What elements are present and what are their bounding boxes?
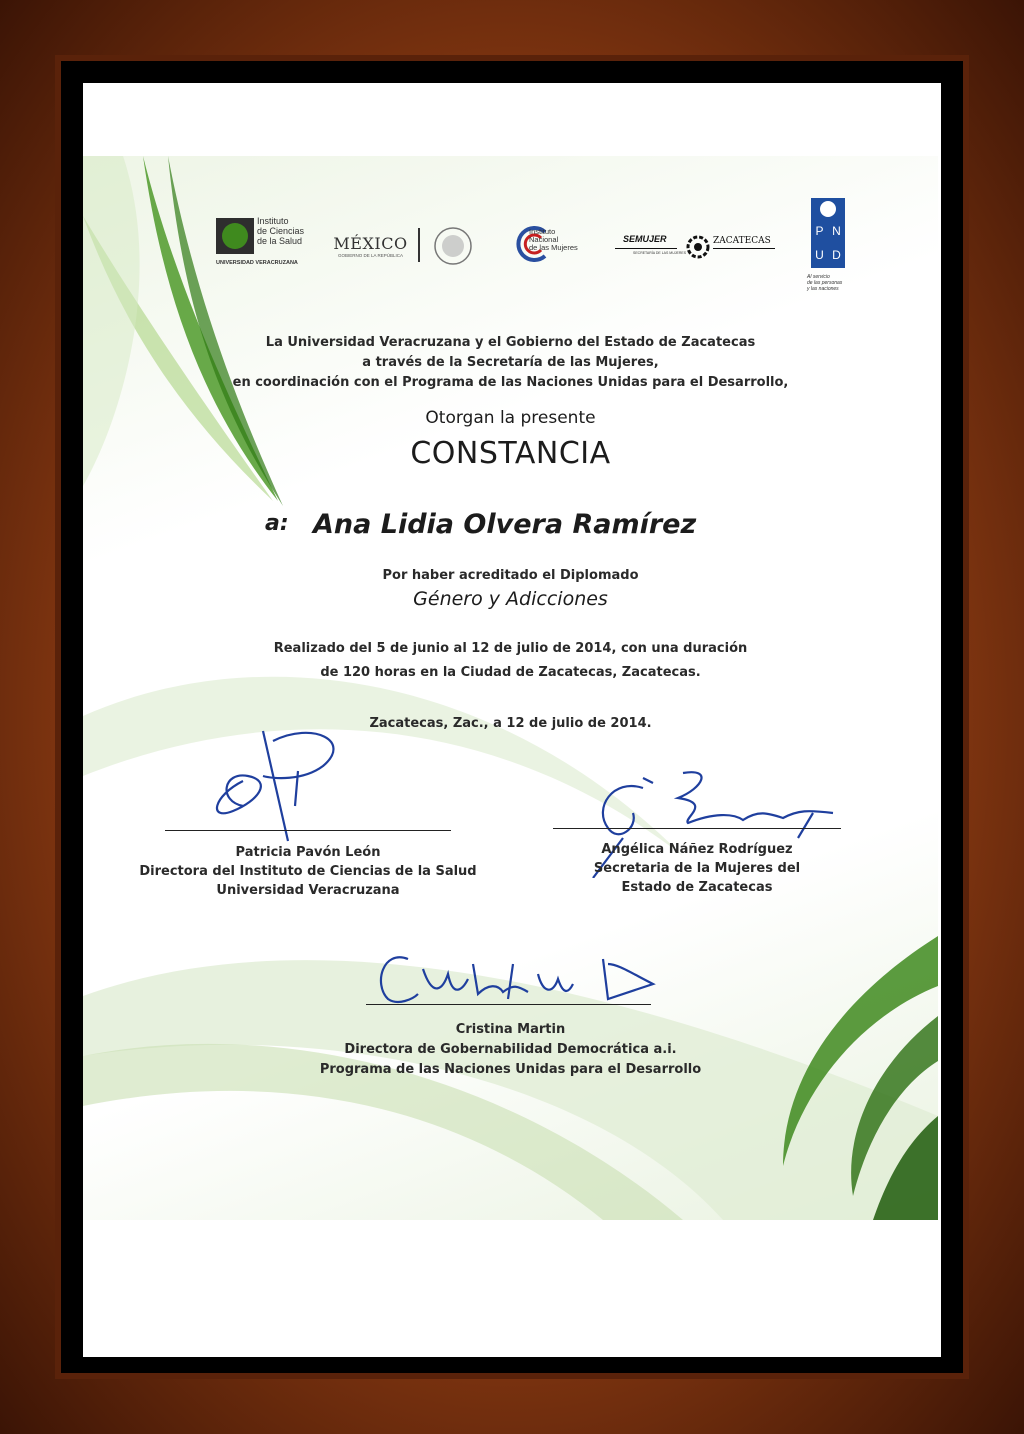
sig3-role2: Programa de las Naciones Unidas para el Desarrollo — [319, 1062, 702, 1077]
semujer-zacatecas-logo — [613, 228, 778, 264]
sig3-name: Cristina Martin — [455, 1022, 566, 1037]
pnud-u: U — [815, 248, 824, 262]
sig1-name: Patricia Pavón León — [235, 845, 381, 860]
inmujeres-line1: Instituto — [529, 227, 556, 236]
zacatecas-text: ZACATECAS — [713, 236, 771, 246]
reason-text: Por haber acreditado el Diplomado — [382, 568, 639, 583]
inmujeres-line3: de las Mujeres — [529, 243, 578, 252]
ics-line1: Instituto — [257, 216, 289, 226]
sig2-name: Angélica Náñez Rodríguez — [601, 842, 793, 857]
header-line-2: a través de la Secretaría de las Mujeres, — [362, 355, 659, 370]
mexico-logo — [333, 234, 408, 264]
pnud-tag1: Al servicio — [807, 274, 830, 280]
signature-line-2 — [553, 828, 841, 829]
course-name: Género y Adicciones — [413, 588, 608, 610]
mexico-seal-icon — [431, 226, 475, 266]
mexico-sub: GOBIERNO DE LA REPÚBLICA — [337, 253, 404, 258]
recipient-name: Ana Lidia Olvera Ramírez — [313, 509, 697, 540]
logo-divider — [418, 228, 420, 262]
signature-line-1 — [165, 830, 451, 831]
place-date: Zacatecas, Zac., a 12 de julio de 2014. — [369, 716, 652, 731]
ics-emblem-icon — [216, 218, 254, 254]
pnud-block — [811, 198, 845, 268]
pnud-d: D — [832, 248, 841, 262]
sig2-role2: Estado de Zacatecas — [621, 880, 773, 895]
pnud-n: N — [832, 224, 841, 238]
signature-patricia — [203, 721, 353, 861]
ics-line2: de Ciencias — [257, 226, 305, 236]
sig3-role1: Directora de Gobernabilidad Democrática a.i. — [344, 1042, 677, 1057]
details-line-1: Realizado del 5 de junio al 12 de julio de 2014, con una duración — [273, 641, 748, 656]
header-line-1: La Universidad Veracruzana y el Gobierno del Estado de Zacatecas — [265, 335, 756, 350]
sig2-role1: Secretaria de la Mujeres del — [593, 861, 801, 876]
semujer-text: SEMUJER — [623, 234, 667, 244]
pnud-tag2: de las personas — [807, 280, 843, 286]
certificate — [83, 156, 938, 1220]
signature-line-3 — [366, 1004, 651, 1005]
pnud-logo — [807, 198, 851, 304]
grant-text: Otorgan la presente — [425, 408, 596, 428]
semujer-sub: SECRETARÍA DE LAS MUJERES — [633, 251, 687, 255]
pnud-p: P — [815, 224, 824, 238]
details-line-2: de 120 horas en la Ciudad de Zacatecas, Zacatecas. — [320, 665, 701, 680]
ics-line3: de la Salud — [257, 236, 303, 246]
sig1-role2: Universidad Veracruzana — [216, 883, 400, 898]
inmujeres-logo — [515, 224, 583, 264]
sig1-role1: Directora del Instituto de Ciencias de la Salud — [139, 864, 477, 879]
mexico-text: MÉXICO — [333, 234, 408, 253]
header-line-3: en coordinación con el Programa de las Naciones Unidas para el Desarrollo, — [232, 375, 789, 390]
recipient-prefix: a: — [265, 511, 289, 536]
pnud-tag3: y las naciones — [807, 286, 839, 292]
ics-sub: UNIVERSIDAD VERACRUZANA — [216, 260, 298, 266]
ics-uv-logo — [216, 216, 311, 270]
inmujeres-line2: Nacional — [529, 235, 559, 244]
certificate-title: CONSTANCIA — [410, 436, 611, 471]
zacatecas-emblem-icon — [685, 234, 711, 260]
